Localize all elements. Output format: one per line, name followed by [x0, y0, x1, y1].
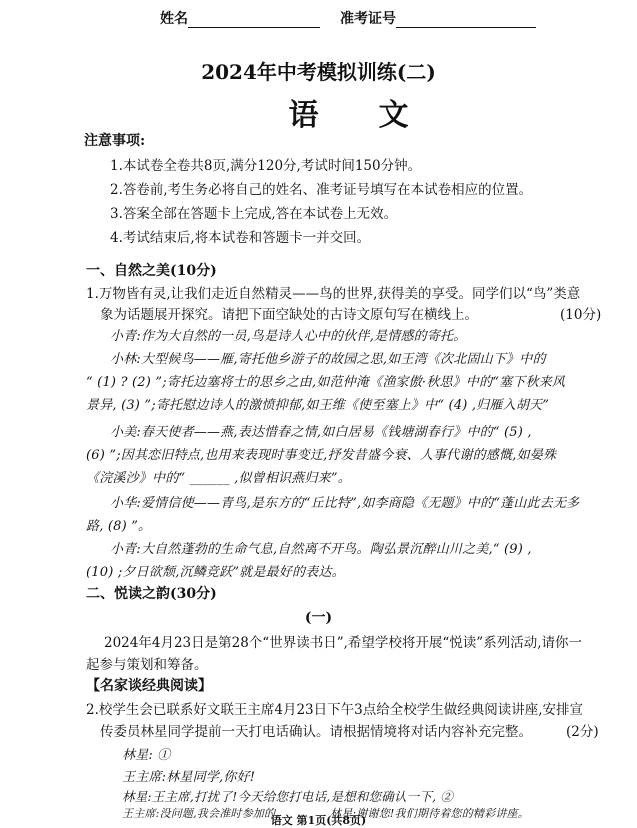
notice-heading: 注意事项:	[84, 133, 146, 149]
section1-heading: 一、自然之美(10分)	[86, 263, 217, 279]
dialog-line: 小华:爱情信使——青鸟,是东方的“丘比特”,如李商隐《无题》中的“蓬山此去无多	[110, 496, 580, 511]
subsection-heading: 【名家谈经典阅读】	[86, 678, 212, 694]
exam-title: 2024年中考模拟训练(二)	[201, 60, 436, 84]
part-heading: (一)	[304, 610, 333, 626]
dialog-line: 小青:大自然蓬勃的生命气息,自然离不开鸟。陶弘景沉醉山川之美,“ (9) ,	[110, 542, 532, 557]
notice-item: 3.答案全部在答题卡上完成,答在本试卷上无效。	[110, 206, 398, 222]
dialog-line: 林星:王主席,打扰了!今天给您打电话,是想和您确认一下, ②	[122, 789, 454, 804]
dialog-line: 景异, (3) ”;寄托慰边诗人的激愤抑郁,如王维《使至塞上》中“ (4) ,归雁入胡天”	[86, 398, 550, 413]
subject-title: 语文	[288, 98, 469, 133]
notice-item: 4.考试结束后,将本试卷和答题卡一并交回。	[110, 230, 371, 246]
id-blank	[396, 13, 536, 28]
dialog-line: 小美:春天使者——燕,表达惜春之情,如白居易《钱塘湖春行》中的“ (5) ,	[110, 425, 532, 440]
q2-text: 传委员林星同学提前一天打电话确认。请根据情境将对话内容补充完整。	[100, 724, 532, 740]
name-blank	[188, 13, 320, 28]
intro-text: 2024年4月23日是第28个“世界读书日”,希望学校将开展“悦读”系列活动,请你一	[104, 635, 582, 651]
q1-score: (10分)	[560, 307, 602, 323]
q1-text: 象为话题展开探究。请把下面空缺处的古诗文原句写在横线上。	[100, 307, 478, 323]
dialog-line: 小林:大型候鸟——雁,寄托他乡游子的故园之思,如王湾《次北固山下》中的	[110, 352, 546, 367]
notice-item: 1.本试卷全卷共8页,满分120分,考试时间150分钟。	[110, 158, 422, 174]
id-label: 准考证号	[340, 11, 396, 27]
dialog-line: “ (1) ? (2) ”;寄托边塞将士的思乡之由,如范仲淹《渔家傲·秋思》中的“塞下秋来风	[86, 375, 566, 390]
page-footer: 语文 第1页(共8页)	[270, 814, 367, 827]
q2-text: 2.校学生会已联系好文联王主席4月23日下午3点给全校学生做经典阅读讲座,安排宣	[86, 702, 584, 718]
dialog-line: 林星:谢谢您!我们期待着您的精彩讲座。	[330, 807, 529, 820]
q2-score: (2分)	[566, 724, 599, 740]
dialog-line: (10) ;夕日欲颓,沉鳞竞跃”就是最好的表达。	[86, 565, 345, 580]
dialog-line: 路, (8) ”。	[86, 519, 152, 534]
notice-item: 2.答卷前,考生务必将自己的姓名、准考证号填写在本试卷相应的位置。	[110, 182, 533, 198]
name-label: 姓名	[160, 11, 188, 27]
dialog-line: 林星: ①	[122, 748, 171, 763]
section2-heading: 二、悦读之韵(30分)	[86, 586, 217, 602]
name-field	[160, 8, 320, 28]
dialog-line: 王主席:林星同学,你好!	[122, 770, 256, 785]
dialog-line: (6) ”;因其恋旧特点,也用来表现时事变迁,抒发昔盛今衰、人事代谢的感慨,如晏殊	[86, 448, 557, 463]
intro-text: 起参与策划和筹备。	[86, 657, 208, 673]
q1-text: 1.万物皆有灵,让我们走近自然精灵——鸟的世界,获得美的享受。同学们以“鸟”类意	[86, 286, 581, 302]
id-field	[340, 8, 536, 28]
dialog-line: 王主席:没问题,我会准时参加的。	[122, 807, 287, 820]
dialog-line: 小青:作为大自然的一员,鸟是诗人心中的伙伴,是情感的寄托。	[110, 329, 467, 344]
dialog-line: 《浣溪沙》中的“ ______ ,似曾相识燕归来”。	[86, 471, 351, 486]
